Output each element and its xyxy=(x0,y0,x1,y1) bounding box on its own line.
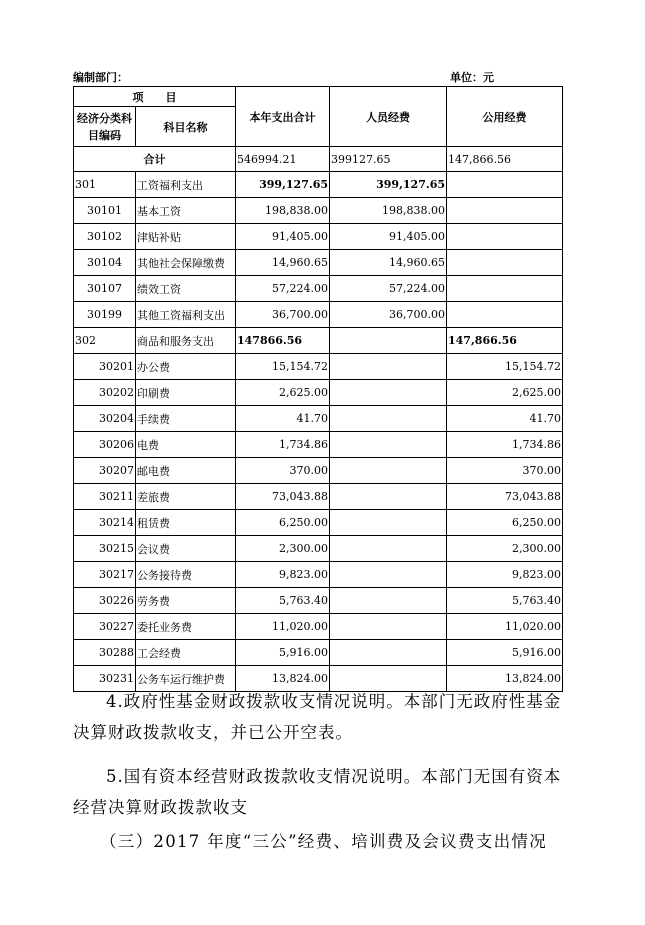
row-personnel: 57,224.00 xyxy=(330,276,447,302)
row-total: 399,127.65 xyxy=(236,172,330,198)
row-total: 2,300.00 xyxy=(236,536,330,562)
row-public: 11,020.00 xyxy=(447,614,563,640)
paragraph-government-fund: 4.政府性基金财政拨款收支情况说明。本部门无政府性基金决算财政拨款收支，并已公开空表。 xyxy=(73,692,562,742)
public-header: 公用经费 xyxy=(447,87,563,147)
table-row xyxy=(74,432,563,458)
table-row xyxy=(74,510,563,536)
row-name: 劳务费 xyxy=(136,588,236,614)
row-code: 30227 xyxy=(74,614,136,640)
row-name: 公务接待费 xyxy=(136,562,236,588)
table-row xyxy=(74,302,563,328)
row-total: 5,916.00 xyxy=(236,640,330,666)
row-public: 2,300.00 xyxy=(447,536,563,562)
summary-row xyxy=(74,147,563,172)
unit-label: 单位：元 xyxy=(450,71,494,84)
row-name: 基本工资 xyxy=(136,198,236,224)
row-public: 6,250.00 xyxy=(447,510,563,536)
row-public xyxy=(447,250,563,276)
row-total: 13,824.00 xyxy=(236,666,330,692)
personnel-header: 人员经费 xyxy=(330,87,447,147)
row-personnel: 198,838.00 xyxy=(330,198,447,224)
table-row xyxy=(74,640,563,666)
row-name: 其他工资福利支出 xyxy=(136,302,236,328)
row-public: 5,763.40 xyxy=(447,588,563,614)
row-code: 30214 xyxy=(74,510,136,536)
table-row xyxy=(74,328,563,354)
table-row xyxy=(74,406,563,432)
row-total: 15,154.72 xyxy=(236,354,330,380)
table-row xyxy=(74,588,563,614)
row-personnel xyxy=(330,614,447,640)
row-code: 302 xyxy=(74,328,136,354)
row-code: 30102 xyxy=(74,224,136,250)
row-personnel xyxy=(330,562,447,588)
row-code: 30104 xyxy=(74,250,136,276)
row-name: 商品和服务支出 xyxy=(136,328,236,354)
row-public: 15,154.72 xyxy=(447,354,563,380)
row-code: 30202 xyxy=(74,380,136,406)
row-total: 9,823.00 xyxy=(236,562,330,588)
row-name: 邮电费 xyxy=(136,458,236,484)
row-public xyxy=(447,276,563,302)
row-code: 30226 xyxy=(74,588,136,614)
row-public: 73,043.88 xyxy=(447,484,563,510)
row-public xyxy=(447,302,563,328)
row-total: 2,625.00 xyxy=(236,380,330,406)
row-total: 57,224.00 xyxy=(236,276,330,302)
row-total: 5,763.40 xyxy=(236,588,330,614)
row-code: 30217 xyxy=(74,562,136,588)
table-row xyxy=(74,562,563,588)
row-name: 绩效工资 xyxy=(136,276,236,302)
table-row xyxy=(74,458,563,484)
row-total: 41.70 xyxy=(236,406,330,432)
row-total: 147866.56 xyxy=(236,328,330,354)
table-row xyxy=(74,172,563,198)
table-row xyxy=(74,224,563,250)
row-personnel: 399,127.65 xyxy=(330,172,447,198)
row-public xyxy=(447,198,563,224)
row-public: 5,916.00 xyxy=(447,640,563,666)
row-personnel: 36,700.00 xyxy=(330,302,447,328)
summary-personnel: 399127.65 xyxy=(330,147,447,172)
row-name: 会议费 xyxy=(136,536,236,562)
row-name: 手续费 xyxy=(136,406,236,432)
row-total: 73,043.88 xyxy=(236,484,330,510)
row-total: 370.00 xyxy=(236,458,330,484)
total-header: 本年支出合计 xyxy=(236,87,330,147)
table-row xyxy=(74,380,563,406)
row-public: 370.00 xyxy=(447,458,563,484)
row-name: 工会经费 xyxy=(136,640,236,666)
row-personnel xyxy=(330,588,447,614)
row-code: 30215 xyxy=(74,536,136,562)
row-personnel xyxy=(330,432,447,458)
row-public xyxy=(447,172,563,198)
row-public: 13,824.00 xyxy=(447,666,563,692)
row-personnel: 91,405.00 xyxy=(330,224,447,250)
row-personnel xyxy=(330,354,447,380)
row-code: 30201 xyxy=(74,354,136,380)
paragraph-state-capital: 5.国有资本经营财政拨款收支情况说明。本部门无国有资本经营决算财政拨款收支 xyxy=(73,767,562,817)
row-personnel xyxy=(330,640,447,666)
table-row xyxy=(74,536,563,562)
row-code: 30199 xyxy=(74,302,136,328)
row-personnel xyxy=(330,406,447,432)
row-code: 30231 xyxy=(74,666,136,692)
row-personnel xyxy=(330,328,447,354)
table-header-row xyxy=(74,87,563,107)
row-code: 30211 xyxy=(74,484,136,510)
summary-public: 147,866.56 xyxy=(447,147,563,172)
name-header: 科目名称 xyxy=(136,107,236,147)
section-heading-three-public: （三）2017 年度“三公”经费、培训费及会议费支出情况 xyxy=(100,832,548,851)
row-personnel xyxy=(330,458,447,484)
row-personnel xyxy=(330,380,447,406)
row-name: 办公费 xyxy=(136,354,236,380)
row-name: 公务车运行维护费 xyxy=(136,666,236,692)
row-code: 301 xyxy=(74,172,136,198)
row-public: 2,625.00 xyxy=(447,380,563,406)
row-name: 其他社会保障缴费 xyxy=(136,250,236,276)
department-label: 编制部门： xyxy=(73,71,128,84)
row-public xyxy=(447,224,563,250)
table-row xyxy=(74,354,563,380)
code-header: 经济分类科目编码 xyxy=(74,107,136,147)
table-row xyxy=(74,484,563,510)
row-name: 印刷费 xyxy=(136,380,236,406)
summary-label: 合计 xyxy=(74,147,236,172)
expenditure-table xyxy=(73,86,563,692)
item-header: 项 目 xyxy=(74,87,236,107)
table-row xyxy=(74,198,563,224)
row-name: 津贴补贴 xyxy=(136,224,236,250)
row-public: 1,734.86 xyxy=(447,432,563,458)
row-name: 工资福利支出 xyxy=(136,172,236,198)
row-public: 41.70 xyxy=(447,406,563,432)
row-total: 14,960.65 xyxy=(236,250,330,276)
row-personnel xyxy=(330,510,447,536)
row-code: 30204 xyxy=(74,406,136,432)
row-total: 1,734.86 xyxy=(236,432,330,458)
row-public: 9,823.00 xyxy=(447,562,563,588)
row-code: 30107 xyxy=(74,276,136,302)
row-total: 198,838.00 xyxy=(236,198,330,224)
row-code: 30101 xyxy=(74,198,136,224)
summary-total: 546994.21 xyxy=(236,147,330,172)
row-name: 电费 xyxy=(136,432,236,458)
row-name: 租赁费 xyxy=(136,510,236,536)
row-code: 30206 xyxy=(74,432,136,458)
row-name: 委托业务费 xyxy=(136,614,236,640)
row-total: 6,250.00 xyxy=(236,510,330,536)
row-total: 11,020.00 xyxy=(236,614,330,640)
row-total: 36,700.00 xyxy=(236,302,330,328)
row-code: 30207 xyxy=(74,458,136,484)
row-public: 147,866.56 xyxy=(447,328,563,354)
row-personnel xyxy=(330,536,447,562)
table-row xyxy=(74,614,563,640)
row-total: 91,405.00 xyxy=(236,224,330,250)
row-personnel: 14,960.65 xyxy=(330,250,447,276)
row-name: 差旅费 xyxy=(136,484,236,510)
row-personnel xyxy=(330,484,447,510)
row-code: 30288 xyxy=(74,640,136,666)
table-row xyxy=(74,250,563,276)
table-row xyxy=(74,276,563,302)
